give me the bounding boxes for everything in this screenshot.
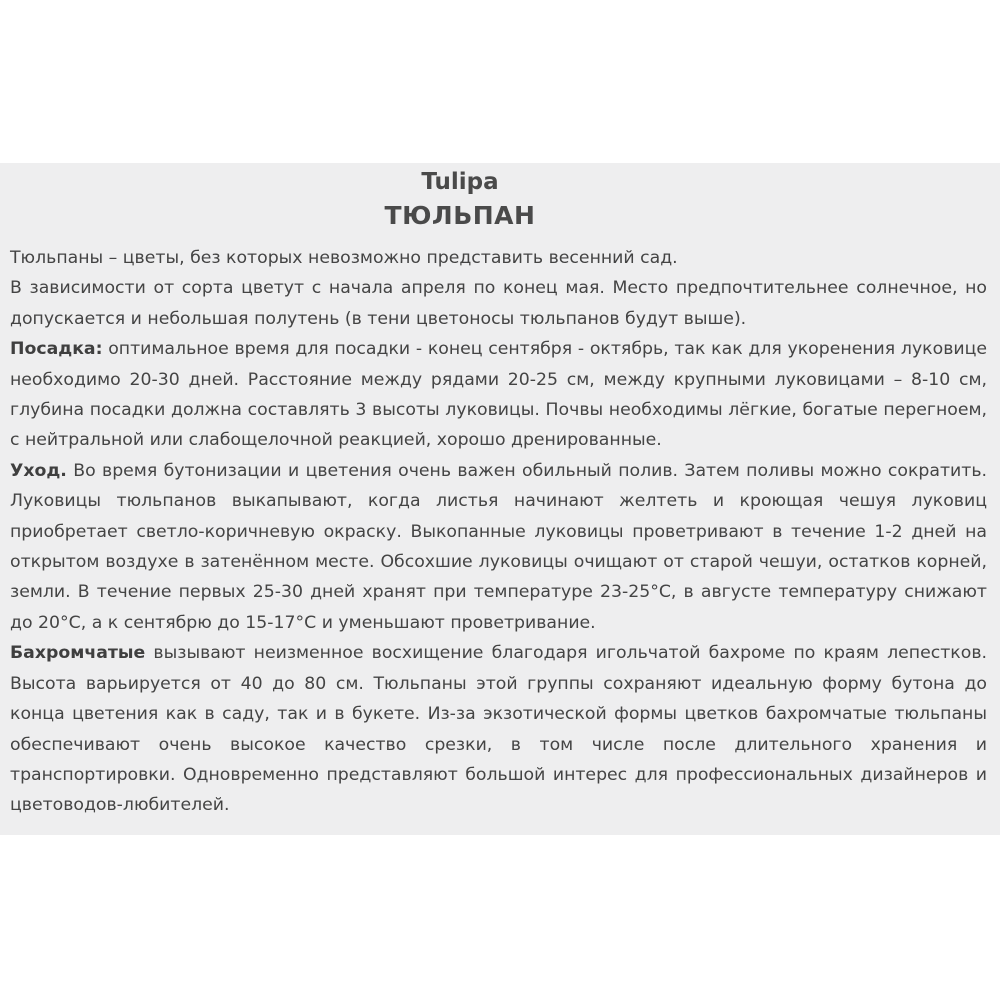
title-latin: Tulipa [421, 169, 499, 195]
planting-heading: Посадка: [10, 339, 103, 360]
planting-text: оптимальное время для посадки - конец сентября - октябрь, так как для укоренения луковице необходимо 20-30 дней. Расстояние между рядами 20-25 см, между крупными луковицами – 8-10 см, глубина посадки должна составлять 3 высоты луковицы. Почвы необходимы лёгкие, богатые перегноем, с нейтральной или слабощелочной реакцией, хорошо дренированные. [10, 339, 987, 451]
care-heading: Уход. [10, 460, 67, 481]
label-card [0, 163, 1000, 835]
fringed-paragraph [10, 638, 987, 820]
description-text [10, 243, 987, 821]
intro-line-2: В зависимости от сорта цветут с начала апреля по конец мая. Место предпочтительнее солнечное, но допускается и небольшая полутень (в тени цветоносы тюльпанов будут выше). [10, 278, 987, 329]
title-russian: ТЮЛЬПАН [384, 201, 536, 230]
care-paragraph [10, 456, 987, 638]
care-text: Во время бутонизации и цветения очень важен обильный полив. Затем поливы можно сократить. Луковицы тюльпанов выкапывают, когда листья начинают желтеть и кроющая чешуя луковиц приобретает светло-коричневую окраску. Выкопанные луковицы проветривают в течение 1-2 дней на открытом воздухе в затенённом месте. Обсохшие луковицы очищают от старой чешуи, остатков корней, земли. В течение первых 25-30 дней хранят при температуре 23-25°С, в августе температуру снижают до 20°С, а к сентябрю до 15-17°С и уменьшают проветривание. [10, 460, 987, 633]
fringed-heading: Бахромчатые [10, 643, 146, 664]
planting-paragraph [10, 334, 987, 456]
intro-line-1: Тюльпаны – цветы, без которых невозможно представить весенний сад. [10, 248, 678, 268]
fringed-text: вызывают неизменное восхищение благодаря игольчатой бахроме по краям лепестков. Высота варьируется от 40 до 80 см. Тюльпаны этой группы сохраняют идеальную форму бутона до конца цветения как в саду, так и в букете. Из-за экзотической формы цветков бахромчатые тюльпаны обеспечивают очень высокое качество срезки, в том числе после длительного хранения и транспортировки. Одновременно представляют большой интерес для профессиональных дизайнеров и цветоводов-любителей. [10, 643, 987, 816]
